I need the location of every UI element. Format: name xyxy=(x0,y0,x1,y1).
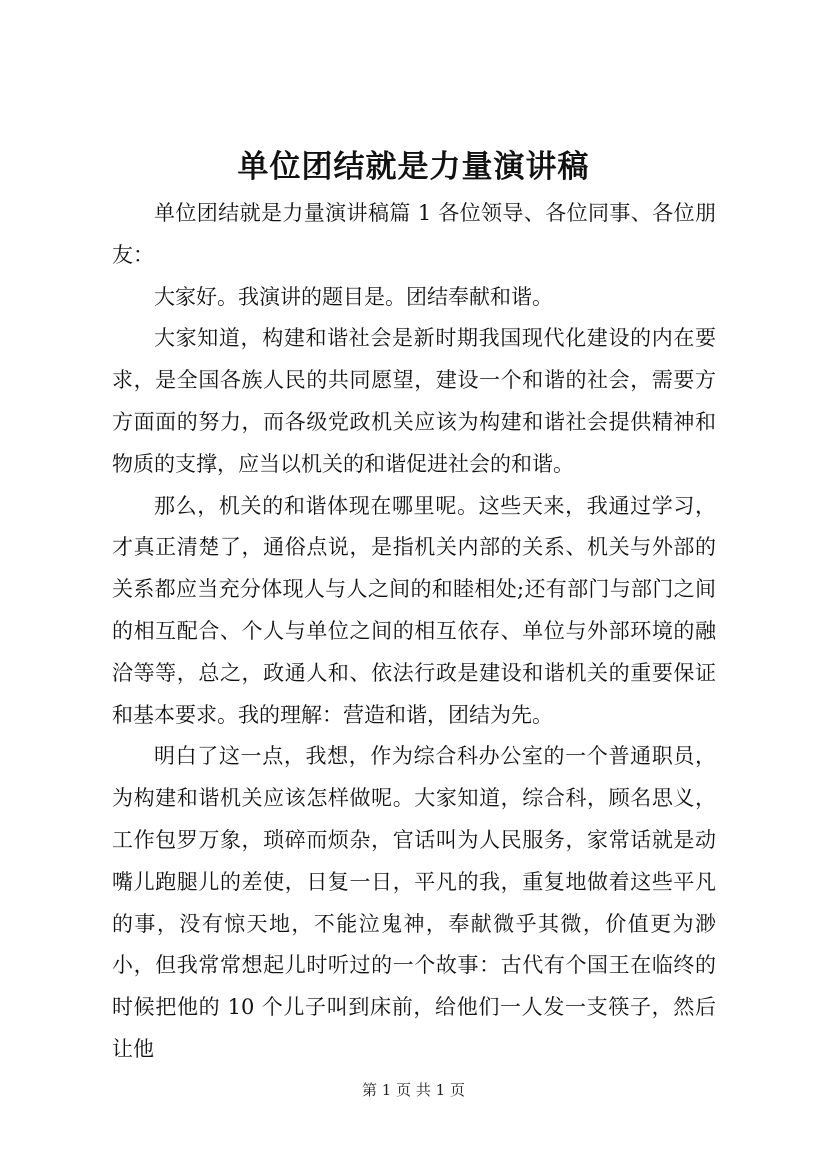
document-body xyxy=(112,193,716,1071)
page-footer: 第 1 页 共 1 页 xyxy=(362,1081,465,1099)
paragraph-2: 大家好。我演讲的题目是。团结奉献和谐。 xyxy=(154,284,553,309)
paragraph-3: 大家知道，构建和谐社会是新时期我国现代化建设的内在要求，是全国各族人民的共同愿望，建设一个和谐的社会，需要方方面面的努力，而各级党政机关应该为构建和谐社会提供精神和物质的支撑，应当以机关的和谐促进社会的和谐。 xyxy=(112,326,716,476)
paragraph-4: 那么，机关的和谐体现在哪里呢。这些天来，我通过学习，才真正清楚了，通俗点说，是指机关内部的关系、机关与外部的关系都应当充分体现人与人之间的和睦相处;还有部门与部门之间的相互配合、个人与单位之间的相互依存、单位与外部环境的融洽等等，总之，政通人和、依法行政是建设和谐机关的重要保证和基本要求。我的理解：营造和谐，团结为先。 xyxy=(112,493,716,727)
paragraph-5: 明白了这一点，我想，作为综合科办公室的一个普通职员，为构建和谐机关应该怎样做呢。大家知道，综合科，顾名思义，工作包罗万象，琐碎而烦杂，官话叫为人民服务，家常话就是动嘴儿跑腿儿的差使，日复一日，平凡的我，重复地做着这些平凡的事，没有惊天地，不能泣鬼神，奉献微乎其微，价值更为渺小，但我常常想起儿时听过的一个故事：古代有个国王在临终的时候把他的 10 个儿子叫到床前，给他们一人发一支筷子，然后让他 xyxy=(112,744,716,1061)
paragraph-1: 单位团结就是力量演讲稿篇 1 各位领导、各位同事、各位朋友： xyxy=(112,201,716,267)
document-title: 单位团结就是力量演讲稿 xyxy=(237,149,590,185)
